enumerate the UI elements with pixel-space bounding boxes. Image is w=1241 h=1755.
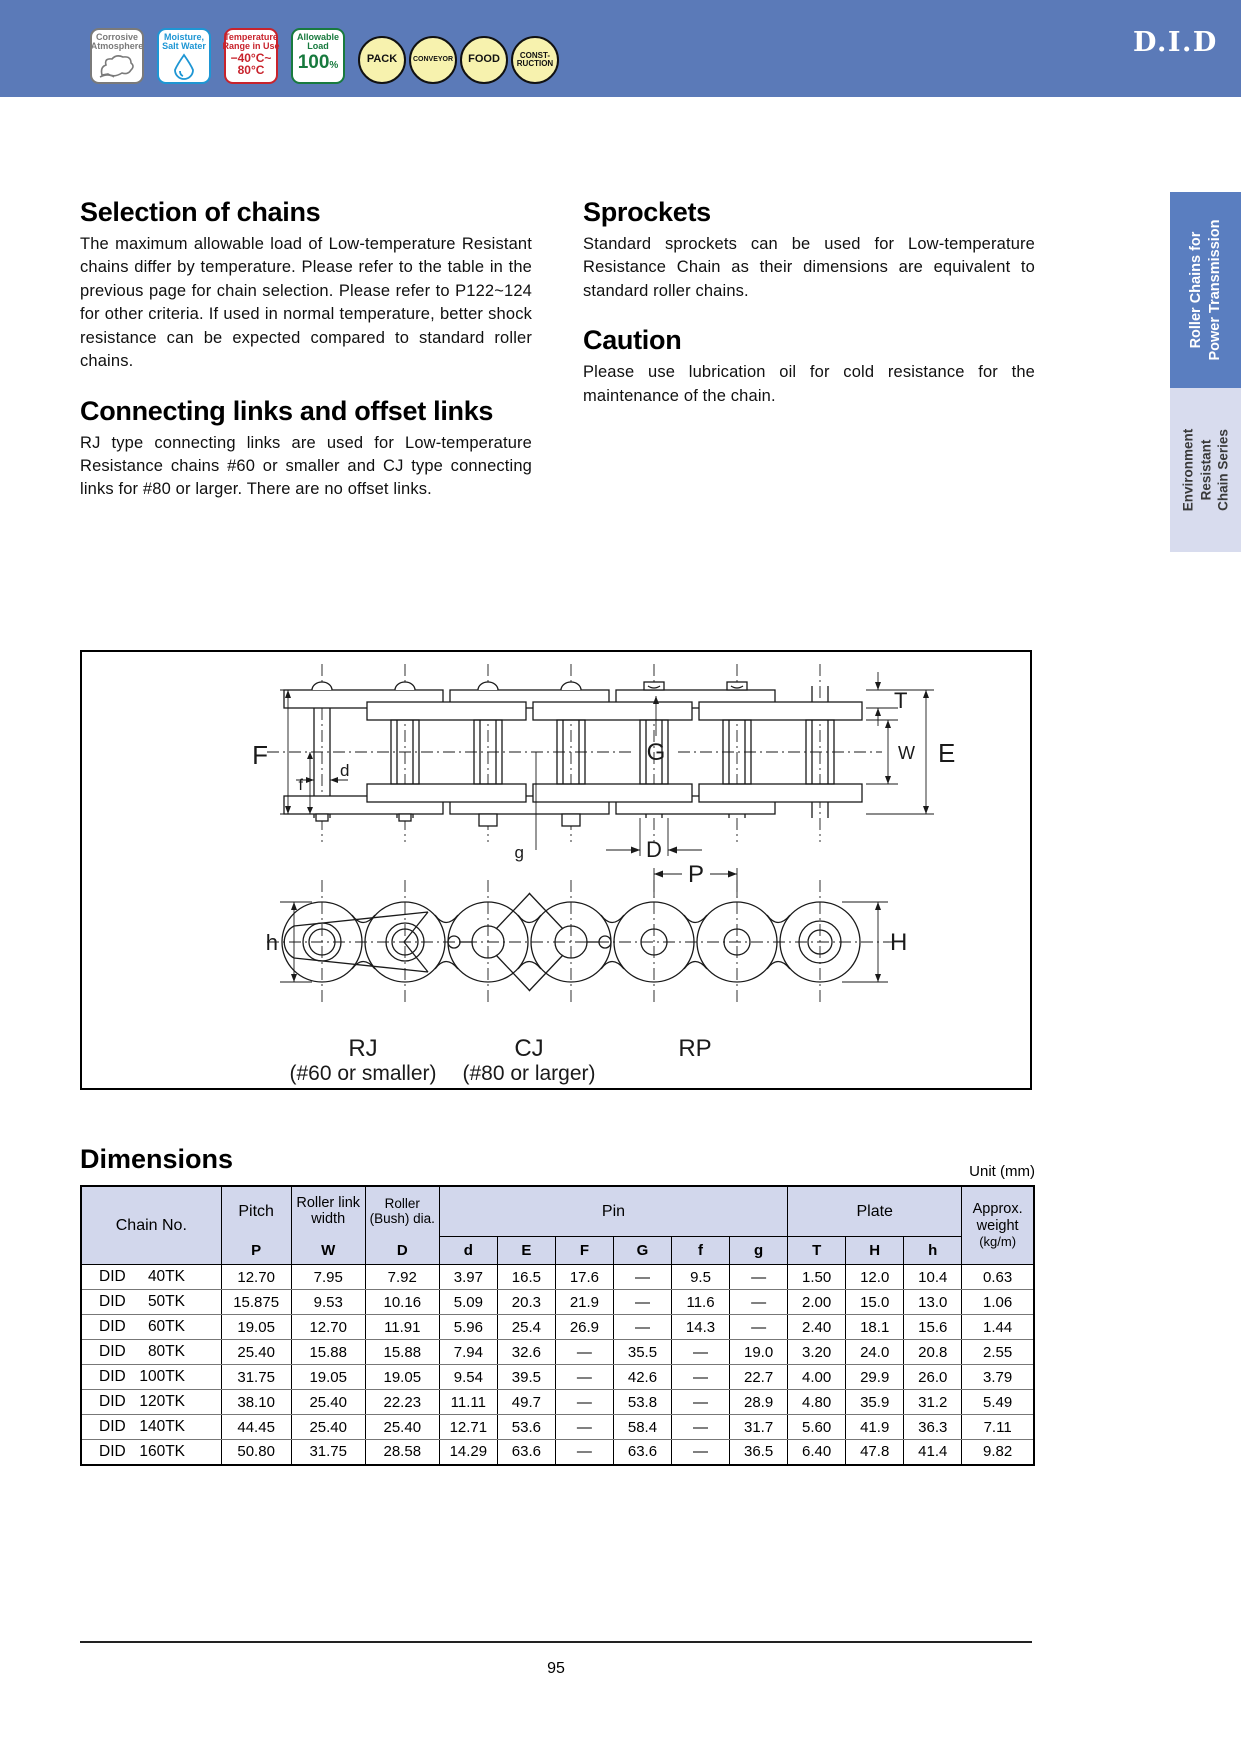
badge-label: Corrosive <box>95 32 139 42</box>
value-cell: 9.82 <box>962 1440 1034 1465</box>
col-header-pitch: Pitch P <box>221 1186 291 1265</box>
value-cell: 9.5 <box>672 1265 730 1290</box>
sidebar-tab-label: Environment Resistant Chain Series <box>1180 428 1231 512</box>
right-text-column <box>583 197 1035 424</box>
chain-no-cell: DID 60TK <box>81 1315 221 1340</box>
value-cell: 3.79 <box>962 1365 1034 1390</box>
section-body-connecting: RJ type connecting links are used for Low-temperature Resistance chains #60 or smaller and CJ type connecting links for #80 or larger. There are no offset links. <box>80 433 532 499</box>
value-cell: — <box>613 1290 671 1315</box>
chain-no-cell: DID 120TK <box>81 1390 221 1415</box>
col-header-G: G <box>613 1237 671 1265</box>
badge-label: Moisture, <box>163 32 204 42</box>
badge-temperature-range <box>224 28 278 84</box>
value-cell: 10.4 <box>904 1265 962 1290</box>
value-cell: 15.88 <box>291 1340 365 1365</box>
section-title-connecting: Connecting links and offset links <box>80 395 494 426</box>
value-cell: 31.75 <box>291 1440 365 1465</box>
value-cell: 63.6 <box>613 1440 671 1465</box>
value-cell: 18.1 <box>846 1315 904 1340</box>
value-cell: — <box>555 1340 613 1365</box>
value-cell: 42.6 <box>613 1365 671 1390</box>
col-header-roller-bush-dia: Roller (Bush) dia. D <box>365 1186 439 1265</box>
dim-label-F: F <box>252 740 268 770</box>
badge-label: PACK <box>366 53 398 66</box>
value-cell: 63.6 <box>497 1440 555 1465</box>
section-body-caution: Please use lubrication oil for cold resistance for the maintenance of the chain. <box>583 363 1035 405</box>
badge-label: RUCTION <box>516 59 554 68</box>
value-cell: 1.44 <box>962 1315 1034 1340</box>
value-cell: 13.0 <box>904 1290 962 1315</box>
caption-rj-note: (#60 or smaller) <box>289 1062 437 1085</box>
value-cell: 32.6 <box>497 1340 555 1365</box>
value-cell: 25.40 <box>291 1415 365 1440</box>
badge-moisture-salt-water <box>157 28 211 84</box>
chain-no-cell: DID 100TK <box>81 1365 221 1390</box>
value-cell: — <box>613 1315 671 1340</box>
unit-note: Unit (mm) <box>969 1163 1035 1180</box>
badge-pack <box>358 36 406 84</box>
value-cell: 10.16 <box>365 1290 439 1315</box>
value-cell: 12.70 <box>221 1265 291 1290</box>
did-logo: D.I.D <box>1133 27 1218 58</box>
col-header-g: g <box>730 1237 788 1265</box>
value-cell: 15.6 <box>904 1315 962 1340</box>
badge-food <box>460 36 508 84</box>
table-row <box>81 1290 1034 1315</box>
col-header-E: E <box>497 1237 555 1265</box>
caption-cj-note: (#80 or larger) <box>462 1062 596 1085</box>
value-cell: 49.7 <box>497 1390 555 1415</box>
col-header-chain-no: Chain No. <box>81 1186 221 1265</box>
dim-label-f: f <box>298 777 303 794</box>
value-cell: 12.71 <box>439 1415 497 1440</box>
dimensions-title: Dimensions <box>80 1144 234 1174</box>
value-cell: — <box>555 1365 613 1390</box>
table-row <box>81 1340 1034 1365</box>
value-cell: — <box>730 1265 788 1290</box>
badge-label: Salt Water <box>162 41 206 52</box>
value-cell: 19.05 <box>291 1365 365 1390</box>
sidebar-tab-environment-resistant-chain-series[interactable] <box>1170 388 1241 552</box>
value-cell: — <box>555 1440 613 1465</box>
value-cell: 20.3 <box>497 1290 555 1315</box>
value-cell: — <box>555 1390 613 1415</box>
caption-rp: RP <box>678 1035 712 1062</box>
value-cell: — <box>672 1415 730 1440</box>
value-cell: 44.45 <box>221 1415 291 1440</box>
col-header-f: f <box>672 1237 730 1265</box>
table-row <box>81 1390 1034 1415</box>
dimensions-table-body <box>81 1265 1034 1465</box>
caption-cj: CJ <box>514 1035 544 1062</box>
table-row <box>81 1415 1034 1440</box>
badge-label: Atmosphere <box>90 41 144 52</box>
value-cell: 26.0 <box>904 1365 962 1390</box>
value-cell: — <box>672 1390 730 1415</box>
value-cell: 25.4 <box>497 1315 555 1340</box>
section-title-selection: Selection of chains <box>80 197 321 227</box>
value-cell: 16.5 <box>497 1265 555 1290</box>
value-cell: 53.6 <box>497 1415 555 1440</box>
value-cell: 21.9 <box>555 1290 613 1315</box>
value-cell: 1.06 <box>962 1290 1034 1315</box>
value-cell: 5.96 <box>439 1315 497 1340</box>
value-cell: 11.11 <box>439 1390 497 1415</box>
value-cell: 25.40 <box>365 1415 439 1440</box>
value-cell: 9.54 <box>439 1365 497 1390</box>
value-cell: 22.7 <box>730 1365 788 1390</box>
value-cell: 29.9 <box>846 1365 904 1390</box>
value-cell: 7.11 <box>962 1415 1034 1440</box>
value-cell: 58.4 <box>613 1415 671 1440</box>
col-header-roller-link-width: Roller link width W <box>291 1186 365 1265</box>
value-cell: 0.63 <box>962 1265 1034 1290</box>
value-cell: 12.0 <box>846 1265 904 1290</box>
value-cell: 1.50 <box>788 1265 846 1290</box>
dim-label-G: G <box>646 739 666 766</box>
badge-label: CONST- <box>519 50 551 60</box>
left-text-column <box>80 197 532 518</box>
value-cell: 41.9 <box>846 1415 904 1440</box>
water-drop-icon <box>171 53 197 81</box>
value-cell: 31.75 <box>221 1365 291 1390</box>
badge-label: Temperature <box>224 32 278 42</box>
value-cell: 35.5 <box>613 1340 671 1365</box>
value-cell: 4.00 <box>788 1365 846 1390</box>
value-cell: 39.5 <box>497 1365 555 1390</box>
badge-label: CONVEYOR <box>412 56 454 64</box>
value-cell: — <box>730 1315 788 1340</box>
value-cell: 3.97 <box>439 1265 497 1290</box>
value-cell: 2.40 <box>788 1315 846 1340</box>
chain-drawing-box <box>80 650 1032 1090</box>
value-cell: 25.40 <box>291 1390 365 1415</box>
value-cell: 11.6 <box>672 1290 730 1315</box>
top-banner <box>0 0 1241 97</box>
table-row <box>81 1365 1034 1390</box>
value-cell: 7.95 <box>291 1265 365 1290</box>
value-cell: 24.0 <box>846 1340 904 1365</box>
value-cell: 7.92 <box>365 1265 439 1290</box>
col-header-H: H <box>846 1237 904 1265</box>
dim-label-W: W <box>898 743 915 763</box>
chain-technical-drawing <box>82 652 1030 1088</box>
value-cell: 36.5 <box>730 1440 788 1465</box>
chain-no-cell: DID 40TK <box>81 1265 221 1290</box>
badge-label: Allowable <box>296 32 339 42</box>
value-cell: 35.9 <box>846 1390 904 1415</box>
sidebar-tab-label: Roller Chains for Power Transmission <box>1187 219 1223 361</box>
col-group-plate: Plate <box>788 1186 962 1237</box>
value-cell: 28.58 <box>365 1440 439 1465</box>
value-cell: 31.2 <box>904 1390 962 1415</box>
value-cell: 5.49 <box>962 1390 1034 1415</box>
table-row <box>81 1315 1034 1340</box>
value-cell: — <box>730 1290 788 1315</box>
section-body-selection: The maximum allowable load of Low-temperature Resistant chains differ by temperature. Please refer to the table in the previous page for chain selection. Please refer to P122~124 for other criteria. If used in normal temperature, better shock resistance can be expected compared to standard roller chains. <box>80 235 532 371</box>
table-row <box>81 1265 1034 1290</box>
col-group-pin: Pin <box>439 1186 787 1237</box>
value-cell: 31.7 <box>730 1415 788 1440</box>
badge-load-value: 100% <box>297 51 339 73</box>
dim-label-T: T <box>894 688 908 713</box>
dim-label-d: d <box>340 761 350 780</box>
dim-label-P: P <box>687 861 705 888</box>
value-cell: 3.20 <box>788 1340 846 1365</box>
chain-no-cell: DID 50TK <box>81 1290 221 1315</box>
badge-conveyor <box>409 36 457 84</box>
badge-label: Load <box>307 41 329 52</box>
col-header-d: d <box>439 1237 497 1265</box>
value-cell: 12.70 <box>291 1315 365 1340</box>
value-cell: 41.4 <box>904 1440 962 1465</box>
value-cell: 5.09 <box>439 1290 497 1315</box>
value-cell: 11.91 <box>365 1315 439 1340</box>
value-cell: — <box>672 1340 730 1365</box>
value-cell: 28.9 <box>730 1390 788 1415</box>
value-cell: 26.9 <box>555 1315 613 1340</box>
badge-allowable-load <box>291 28 345 84</box>
badge-label: FOOD <box>468 53 500 66</box>
dimensions-table <box>80 1185 1035 1466</box>
section-title-sprockets: Sprockets <box>583 197 711 227</box>
value-cell: 6.40 <box>788 1440 846 1465</box>
col-header-h: h <box>904 1237 962 1265</box>
value-cell: 17.6 <box>555 1265 613 1290</box>
value-cell: — <box>672 1365 730 1390</box>
value-cell: 38.10 <box>221 1390 291 1415</box>
value-cell: 36.3 <box>904 1415 962 1440</box>
value-cell: — <box>613 1265 671 1290</box>
value-cell: 19.0 <box>730 1340 788 1365</box>
value-cell: 19.05 <box>365 1365 439 1390</box>
badge-temp-min: −40°C~ <box>230 50 272 65</box>
dim-label-E: E <box>938 738 956 768</box>
badge-corrosive-atmosphere <box>90 28 144 84</box>
value-cell: 20.8 <box>904 1340 962 1365</box>
badge-label: Range in Use <box>222 41 280 52</box>
value-cell: 14.3 <box>672 1315 730 1340</box>
corrosion-splash-icon <box>98 53 136 79</box>
value-cell: 5.60 <box>788 1415 846 1440</box>
value-cell: — <box>555 1415 613 1440</box>
section-title-caution: Caution <box>583 325 682 356</box>
sidebar-tab-roller-chains-power-transmission[interactable] <box>1170 192 1241 388</box>
badge-construction <box>511 36 559 84</box>
col-header-T: T <box>788 1237 846 1265</box>
value-cell: — <box>672 1440 730 1465</box>
caption-rj: RJ <box>348 1035 378 1062</box>
dim-label-D: D <box>646 837 662 862</box>
section-body-sprockets: Standard sprockets can be used for Low-temperature Resistance Chain as their dimensions are equivalent to standard roller chains. <box>583 235 1035 300</box>
chain-no-cell: DID 160TK <box>81 1440 221 1465</box>
value-cell: 15.0 <box>846 1290 904 1315</box>
value-cell: 47.8 <box>846 1440 904 1465</box>
value-cell: 50.80 <box>221 1440 291 1465</box>
chain-no-cell: DID 80TK <box>81 1340 221 1365</box>
col-header-approx-weight: Approx. weight (kg/m) <box>962 1186 1034 1265</box>
dim-label-H: H <box>890 929 908 956</box>
col-header-F: F <box>555 1237 613 1265</box>
value-cell: 2.00 <box>788 1290 846 1315</box>
value-cell: 25.40 <box>221 1340 291 1365</box>
value-cell: 14.29 <box>439 1440 497 1465</box>
footer-rule <box>80 1641 1032 1643</box>
value-cell: 4.80 <box>788 1390 846 1415</box>
value-cell: 9.53 <box>291 1290 365 1315</box>
value-cell: 19.05 <box>221 1315 291 1340</box>
dim-label-g: g <box>514 843 524 862</box>
value-cell: 7.94 <box>439 1340 497 1365</box>
value-cell: 15.875 <box>221 1290 291 1315</box>
dim-label-h: h <box>265 930 278 955</box>
value-cell: 15.88 <box>365 1340 439 1365</box>
badge-temp-max: 80°C <box>237 63 265 78</box>
value-cell: 53.8 <box>613 1390 671 1415</box>
feature-badges <box>90 28 562 84</box>
value-cell: 22.23 <box>365 1390 439 1415</box>
value-cell: 2.55 <box>962 1340 1034 1365</box>
table-row <box>81 1440 1034 1465</box>
chain-no-cell: DID 140TK <box>81 1415 221 1440</box>
page-number: 95 <box>547 1660 565 1677</box>
